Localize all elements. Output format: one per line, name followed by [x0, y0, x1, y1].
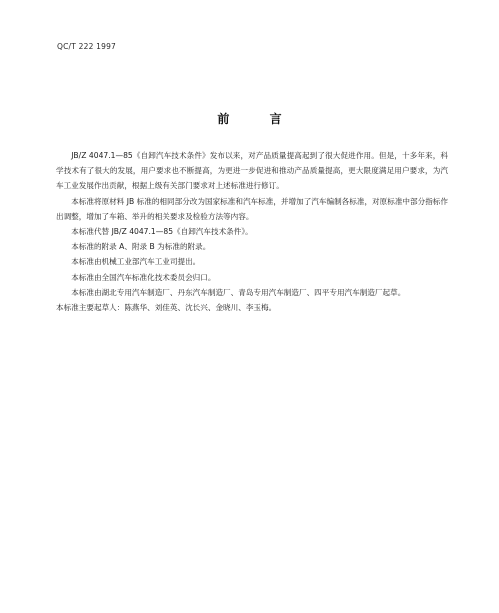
- page-title: 前 言: [217, 112, 300, 126]
- standard-code: QC/T 222 1997: [57, 42, 117, 51]
- paragraph-replaces: 本标准代替 JB/Z 4047.1—85《自卸汽车技术条件》。: [71, 227, 253, 237]
- paragraph-proposed-by: 本标准由机械工业部汽车工业司提出。: [71, 257, 201, 267]
- paragraph-revision-background: JB/Z 4047.1—85《自卸汽车技术条件》发布以来，对产品质量提高起到了很大促进作用。但是，十多年来，科学技术有了很大的发展，用户要求也不断提高，为更进一步促进和推动产品质量提高，更大限度满足用户要求，为汽车工业发展作出贡献，根据上级有关部门要求对上述标准进行修订。: [56, 151, 448, 191]
- paragraph-changes: 本标准将原材料 JB 标准的相同部分改为国家标准和汽车标准，并增加了汽车编制各标准，对原标准中部分指标作出调整，增加了车箱、举升的相关要求及检验方法等内容。: [56, 196, 448, 221]
- paragraph-appendix: 本标准的附录 A、附录 B 为标准的附录。: [71, 242, 211, 252]
- paragraph-drafted-by: 本标准由湖北专用汽车制造厂、丹东汽车制造厂、青岛专用汽车制造厂、四平专用汽车制造厂起草。: [71, 287, 406, 297]
- paragraph-drafters: 本标准主要起草人：陈燕华、刘佳英、沈长兴、金晓川、李玉梅。: [56, 303, 277, 313]
- foreword-body: [56, 148, 448, 315]
- paragraph-managed-by: 本标准由全国汽车标准化技术委员会归口。: [71, 272, 216, 282]
